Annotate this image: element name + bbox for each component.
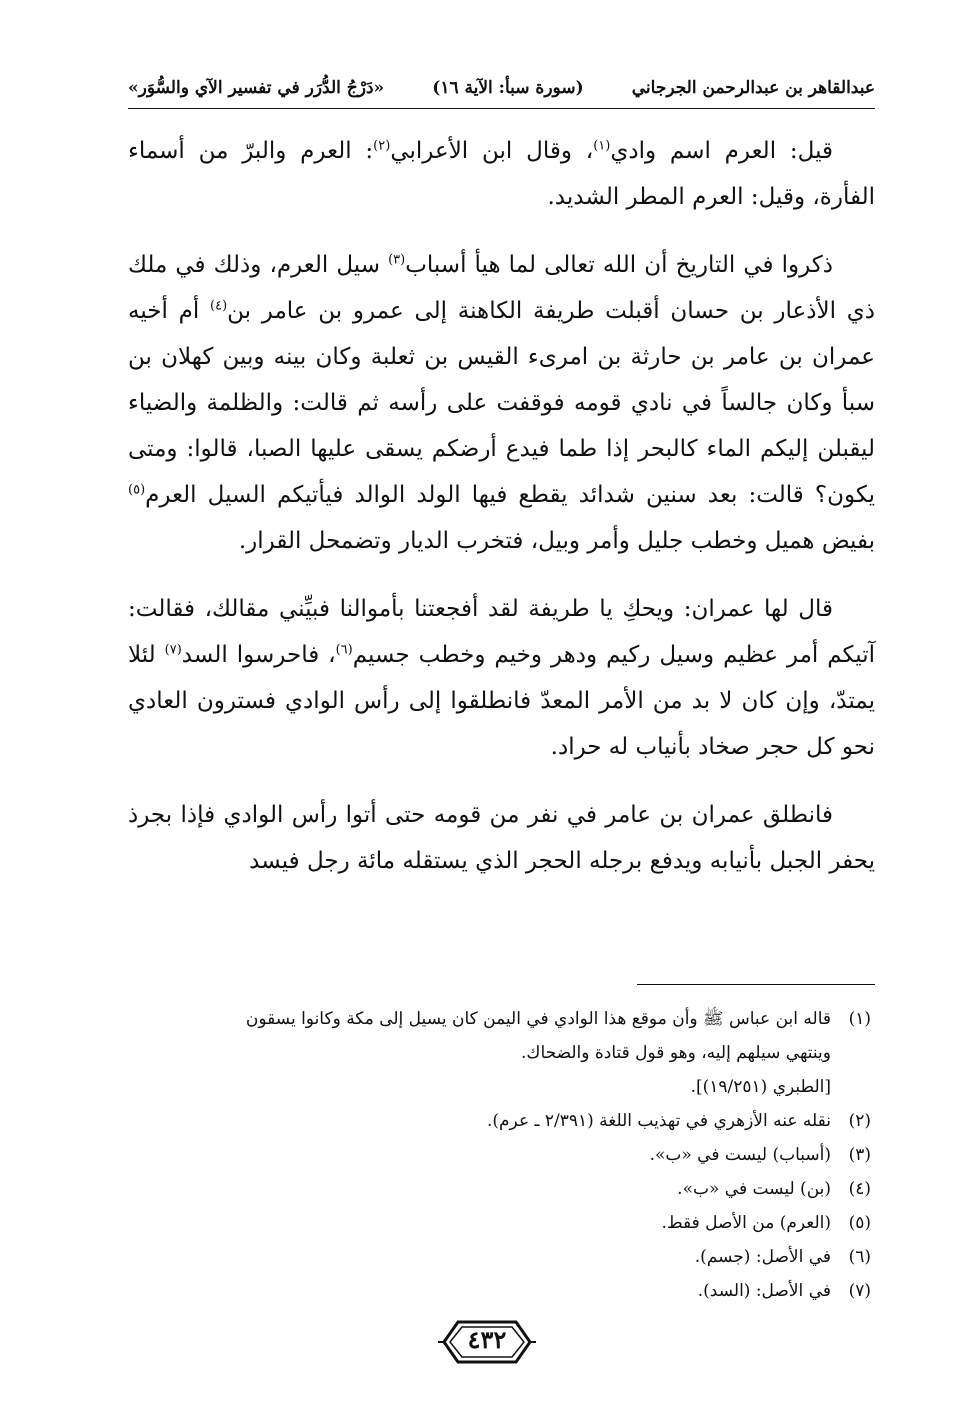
paragraph-text: ، فاحرسوا السد <box>181 642 336 668</box>
footnote-line: (أسباب) ليست في «ب». <box>649 1145 831 1165</box>
footnote-number: (٥) <box>848 1213 871 1233</box>
footnote-number: (٤) <box>848 1179 871 1199</box>
footnote-reference: (١) <box>593 138 611 154</box>
footnote-reference: (٣) <box>388 252 406 268</box>
footnote-reference: (٧) <box>164 642 182 658</box>
footnote <box>128 1240 871 1274</box>
footnote-line: في الأصل: (السد). <box>697 1281 831 1301</box>
footnote-rule <box>637 984 875 985</box>
footnote-line: قاله ابن عباس ﷺ وأن موقع هذا الوادي في اليمن كان يسيل إلى مكة وكانوا يسقون <box>245 1009 831 1029</box>
paragraph-text: سيل العرم، وذلك في ملك ذي الأذعار بن حسان أقبلت طريفة الكاهنة إلى عمرو بن عامر بن <box>128 252 876 324</box>
page-number-ornament <box>436 1318 538 1366</box>
footnote <box>128 1104 871 1138</box>
paragraph <box>128 586 875 770</box>
footnote <box>128 1172 871 1206</box>
footnote-reference: (٤) <box>210 298 228 314</box>
footnote-line: [الطبري (١٩/٢٥١)]. <box>690 1077 831 1097</box>
footnote-line: (العرم) من الأصل فقط. <box>661 1213 831 1233</box>
footnote-line: (بن) ليست في «ب». <box>677 1179 831 1199</box>
paragraph <box>128 792 875 884</box>
footnote-text <box>128 1206 831 1240</box>
paragraph <box>128 128 875 220</box>
footnote-line: نقله عنه الأزهري في تهذيب اللغة (٢/٣٩١ ـ عرم). <box>487 1111 831 1131</box>
paragraph-text: قال لها عمران: ويحكِ يا طريفة لقد أفجعتنا بأموالنا فبيِّني مقالك، فقالت: آتيكم أمر عظيم وسيل ركيم ودهر وخيم وخطب جسيم <box>128 596 875 668</box>
header-book-title: «دَرْجُ الدُّرَر في تفسير الآي والسُّوَر» <box>128 78 385 98</box>
footnote-reference: (٥) <box>128 482 146 498</box>
header-rule <box>128 108 875 109</box>
page-number: ٤٣٢ <box>467 1325 507 1354</box>
footnote-reference: (٢) <box>373 138 391 154</box>
footnote-text <box>128 1274 831 1308</box>
footnote-text <box>128 1104 831 1138</box>
footnote-line: وينتهي سيلهم إليه، وهو قول قتادة والضحاك. <box>521 1043 831 1063</box>
footnote-text <box>128 1240 831 1274</box>
footnote <box>128 1206 871 1240</box>
footnote-number: (٧) <box>848 1281 871 1301</box>
running-header <box>128 68 875 108</box>
paragraph-text: : العرم والبرّ من أسماء الفأرة، وقيل: العرم المطر الشديد. <box>128 138 875 210</box>
footnote-text <box>128 1172 831 1206</box>
footnote-reference: (٦) <box>335 642 353 658</box>
footnote-text <box>128 1138 831 1172</box>
header-surah-verse: (سورة سبأ: الآية ١٦) <box>432 78 584 98</box>
paragraph-text: قيل: العرم اسم وادي <box>610 138 833 164</box>
paragraph-text: بفيض هميل وخطب جليل وأمر وبيل، فتخرب الديار وتضمحل القرار. <box>238 528 875 554</box>
main-text <box>128 128 875 906</box>
footnote-number: (٣) <box>848 1145 871 1165</box>
footnote <box>128 1274 871 1308</box>
paragraph-text: أم أخيه عمران بن عامر بن حارثة بن امرىء القيس بن ثعلبة وكان بينه وبين كهلان بن سبأ وكان جالساً في نادي قومه فوقفت على رأسه ثم قالت: والظلمة والضياء ليقبلن إليكم الماء كالبحر إذا طما فيدع أرضكم يسقى عليها الصبا، قالوا: ومتى يكون؟ قالت: بعد سنين شدائد يقطع فيها الولد الوالد فيأتيكم السيل العرم <box>128 298 875 508</box>
paragraph-text: ، وقال ابن الأعرابي <box>390 138 594 164</box>
paragraph-text: فانطلق عمران بن عامر في نفر من قومه حتى أتوا رأس الوادي فإذا بجرذ يحفر الجبل بأنيابه ويدفع برجله الحجر الذي يستقله مائة رجل فيسد <box>128 802 875 874</box>
footnote-text <box>128 1002 831 1104</box>
footnote-number: (٦) <box>848 1247 871 1267</box>
footnotes <box>128 1002 871 1308</box>
footnote-line: في الأصل: (جسم). <box>694 1247 831 1267</box>
footnote-number: (٢) <box>848 1111 871 1131</box>
paragraph-text: لئلا يمتدّ، وإن كان لا بد من الأمر المعدّ فانطلقوا إلى رأس الوادي فسترون العادي نحو كل حجر صخاد بأنياب له حراد. <box>128 642 875 760</box>
footnote-number: (١) <box>848 1009 871 1029</box>
paragraph-text: ذكروا في التاريخ أن الله تعالى لما هيأ أسباب <box>405 252 833 278</box>
paragraph <box>128 242 875 564</box>
footnote <box>128 1002 871 1104</box>
footnote <box>128 1138 871 1172</box>
header-author: عبدالقاهر بن عبدالرحمن الجرجاني <box>631 78 875 98</box>
